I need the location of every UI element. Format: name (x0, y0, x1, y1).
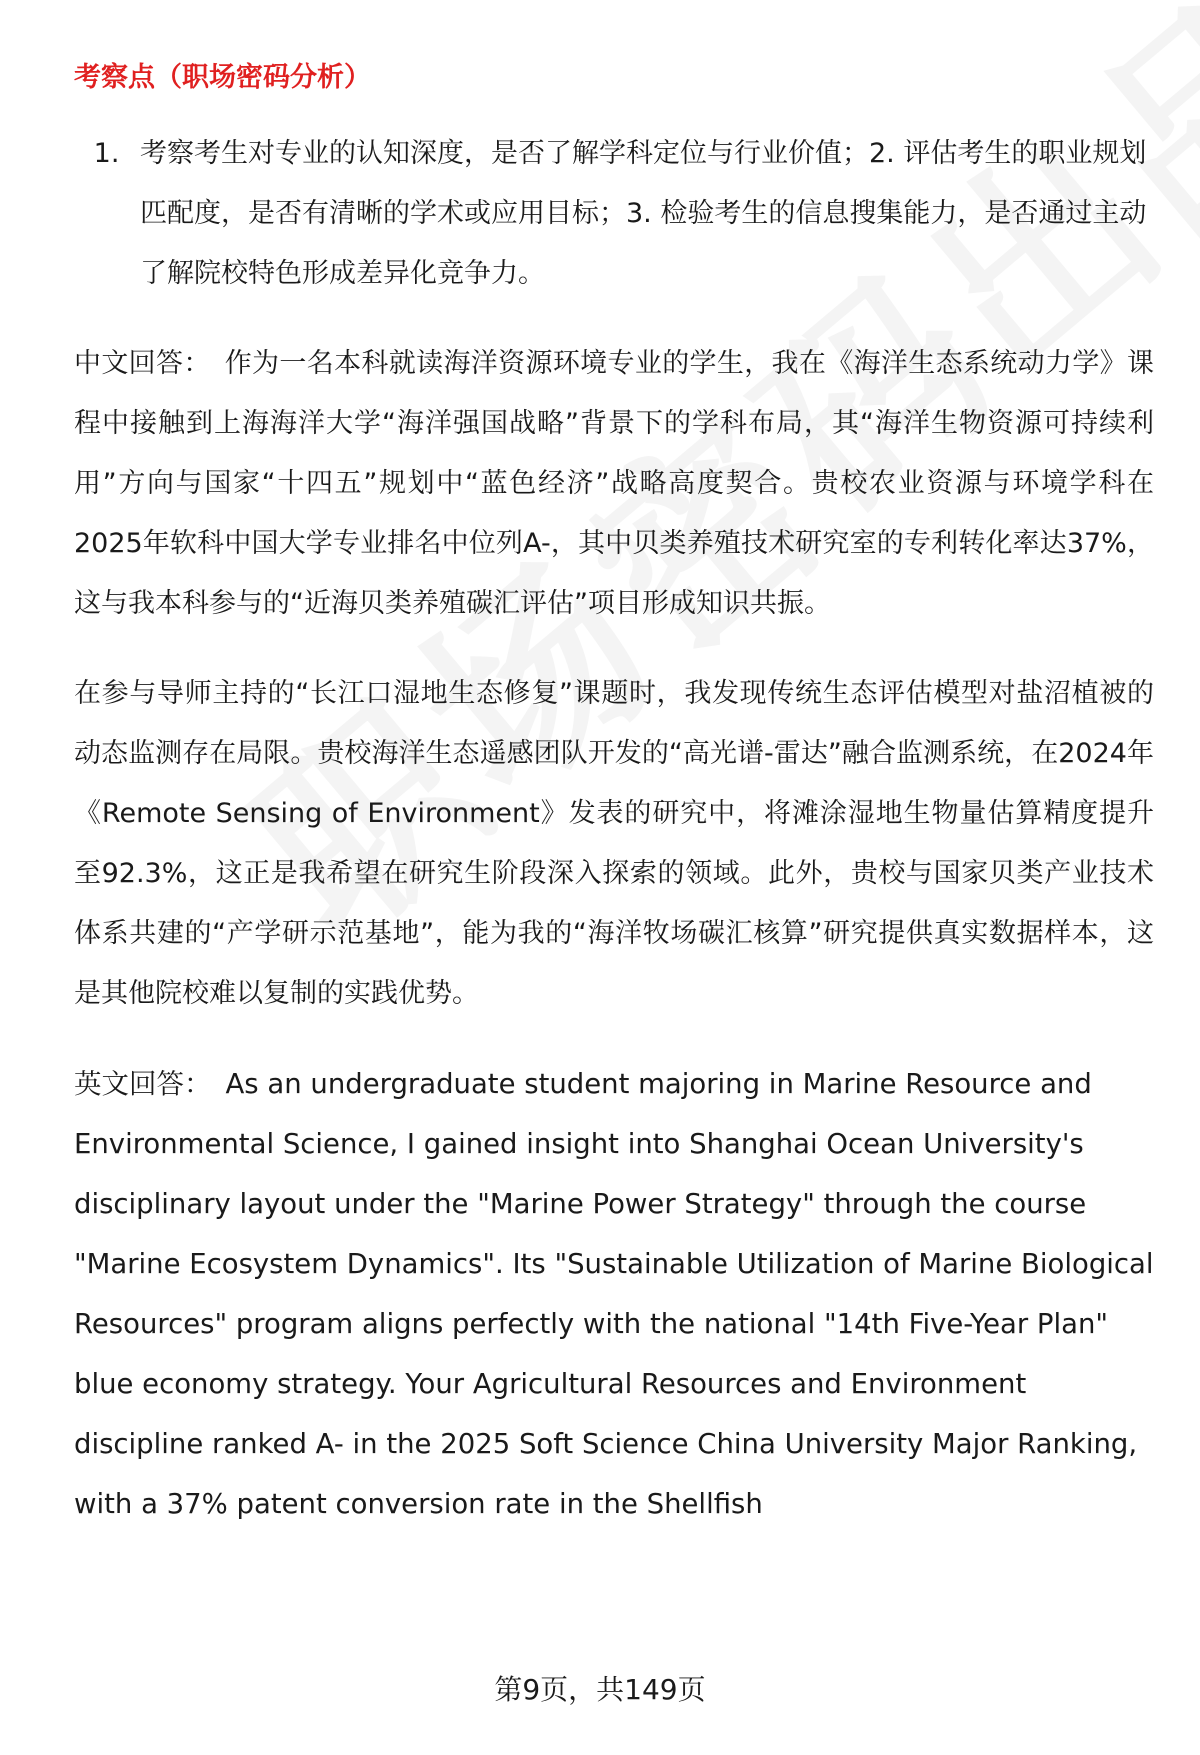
zh-answer-paragraph-2: 在参与导师主持的“长江口湿地生态修复”课题时，我发现传统生态评估模型对盐沼植被的动态监测存在局限。贵校海洋生态遥感团队开发的“高光谱-雷达”融合监测系统，在2024年《Remote Sensing of Environment》发表的研究中，将滩涂湿地生物量估算精度提升至92.3%，这正是我希望在研究生阶段深入探索的领域。此外，贵校与国家贝类产业技术体系共建的“产学研示范基地”，能为我的“海洋牧场碳汇核算”研究提供真实数据样本，这是其他院校难以复制的实践优势。 (74, 678, 1154, 1009)
en-answer-label: 英文回答： (74, 1068, 212, 1100)
en-answer-text: As an undergraduate student majoring in Marine Resource and Environmental Science, I gained insight into Shanghai Ocean University's disciplinary layout under the "Marine Power Strategy" through the course "Marine Ecosystem Dynamics". Its "Sustainable Utilization of Marine Biological Resources" program aligns perfectly with the national "14th Five-Year Plan" blue economy strategy. Your Agricultural Resources and Environment discipline ranked A- in the 2025 Soft Science China University Major Ranking, with a 37% patent conversion rate in the Shellfish (74, 1068, 1154, 1520)
points-list (74, 124, 1154, 304)
page-content (74, 58, 1154, 1564)
zh-answer-paragraph-1 (74, 334, 1154, 634)
en-answer-paragraph (74, 1054, 1154, 1534)
zh-answer-text-1: 作为一名本科就读海洋资源环境专业的学生，我在《海洋生态系统动力学》课程中接触到上海海洋大学“海洋强国战略”背景下的学科布局，其“海洋生物资源可持续利用”方向与国家“十四五”规划中“蓝色经济”战略高度契合。贵校农业资源与环境学科在2025年软科中国大学专业排名中位列A-，其中贝类养殖技术研究室的专利转化率达37%，这与我本科参与的“近海贝类养殖碳汇评估”项目形成知识共振。 (74, 348, 1155, 619)
zh-answer-label: 中文回答： (74, 348, 211, 379)
section-title: 考察点（职场密码分析） (74, 62, 371, 93)
list-item: 1. 考察考生对专业的认知深度，是否了解学科定位与行业价值；2. 评估考生的职业规划匹配度，是否有清晰的学术或应用目标；3. 检验考生的信息搜集能力，是否通过主动了解院校特色形成差异化竞争力。 (128, 124, 1154, 304)
page-number: 第9页，共149页 (494, 1673, 706, 1706)
